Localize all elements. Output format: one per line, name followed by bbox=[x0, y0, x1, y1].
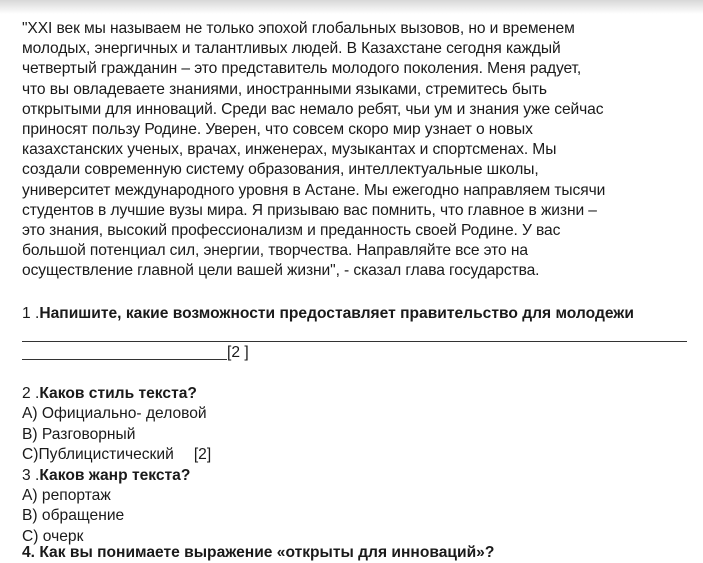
question-3 bbox=[22, 466, 211, 486]
question-3-text: Каков жанр текста? bbox=[39, 466, 191, 484]
passage-line: университет международного уровня в Астане. Мы ежегодно направляем тысячи bbox=[22, 181, 606, 199]
question-2-number: 2 . bbox=[22, 385, 40, 402]
questions-block bbox=[22, 384, 211, 547]
question-3-number: 3 . bbox=[22, 466, 40, 484]
passage-line: большой потенциал сил, энергии, творчества. Направляйте все это на bbox=[22, 242, 528, 260]
top-shadow bbox=[0, 0, 703, 14]
question-1-text: Напишите, какие возможности предоставляет правительство для молодежи bbox=[39, 305, 634, 322]
question-2-option-c bbox=[22, 445, 211, 465]
question-2-option-b: В) Разговорный bbox=[22, 425, 136, 443]
passage-line: казахстанских ученых, врачах, инженерах, музыкантах и спортсменах. Мы bbox=[22, 141, 557, 159]
passage-line: четвертый гражданин – это представитель молодого поколения. Меня радует, bbox=[22, 60, 582, 78]
passage-line: это знания, высокий профессионализм и преданность своей Родине. У вас bbox=[22, 222, 561, 240]
question-3-option-a: А) репортаж bbox=[22, 487, 111, 505]
passage-line: создали современную систему образования, интеллектуальные школы, bbox=[22, 161, 539, 179]
question-2-option-c-text: С)Публицистический bbox=[22, 446, 174, 464]
passage-line: приносят пользу Родине. Уверен, что совсем скоро мир узнает о новых bbox=[22, 121, 533, 139]
question-3-option-c: С) очерк bbox=[22, 527, 84, 545]
passage-line: открытыми для инноваций. Среди вас немало ребят, чьи ум и знания уже сейчас bbox=[22, 100, 604, 118]
question-3-option-b: В) обращение bbox=[22, 507, 125, 525]
question-2-points: [2] bbox=[193, 446, 212, 464]
question-2-text: Каков стиль текста? bbox=[39, 385, 197, 402]
question-4-cut-off: 4. Как вы понимаете выражение «открыты для инноваций»? bbox=[22, 544, 495, 561]
passage-line: что вы овладеваете знаниями, иностранными языками, стремитесь быть bbox=[22, 80, 547, 98]
question-1-points: [2 ] bbox=[227, 344, 249, 361]
question-1-number: 1 . bbox=[22, 305, 40, 322]
answer-row bbox=[22, 343, 249, 363]
question-1 bbox=[22, 304, 634, 324]
passage-line: молодых, энергичных и талантливых людей. В Казахстане сегодня каждый bbox=[22, 40, 561, 58]
question-2 bbox=[22, 384, 211, 404]
answer-blank bbox=[22, 359, 227, 360]
passage-line: осуществление главной цели вашей жизни", - сказал глава государства. bbox=[22, 262, 540, 280]
question-2-option-a: А) Официально- деловой bbox=[22, 405, 207, 423]
answer-line bbox=[22, 341, 687, 342]
passage-text bbox=[22, 19, 692, 282]
passage-line: студентов в лучшие вузы мира. Я призываю вас помнить, что главное в жизни – bbox=[22, 201, 597, 219]
passage-line: "XXI век мы называем не только эпохой глобальных вызовов, но и временем bbox=[22, 20, 575, 37]
